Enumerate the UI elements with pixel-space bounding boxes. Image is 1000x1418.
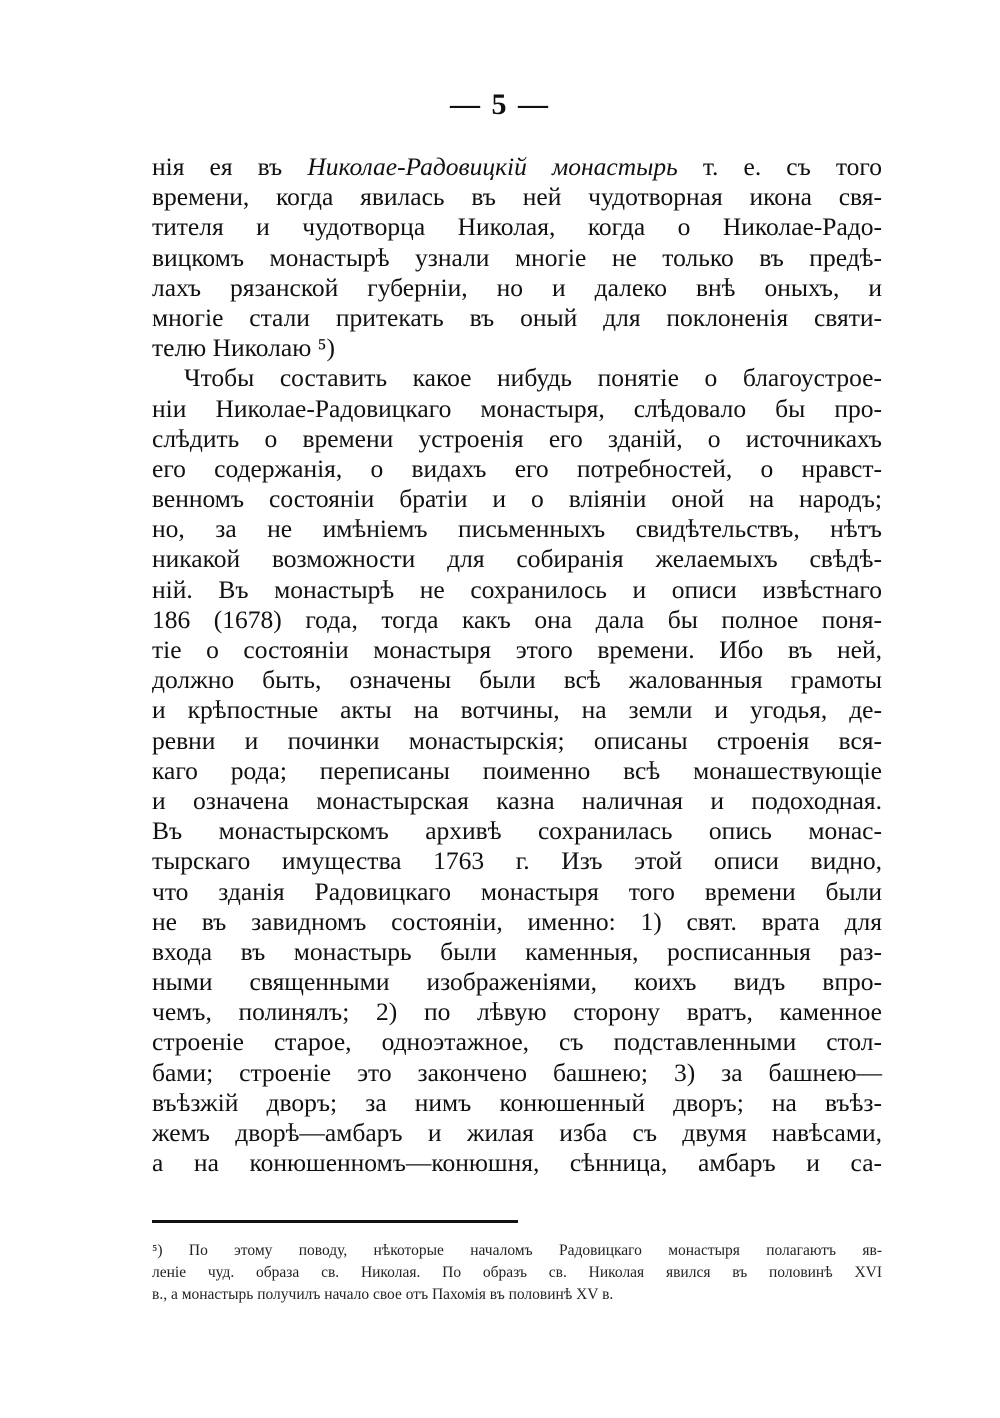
text-fragment: т. е. съ того bbox=[677, 152, 882, 181]
text-line: лахъ рязанской губерніи, но и далеко внѣ оныхъ, и bbox=[152, 272, 882, 302]
text-line: каго рода; переписаны поименно всѣ монашествующіе bbox=[152, 755, 882, 785]
footnote-divider bbox=[152, 1220, 518, 1223]
text-line: ревни и починки монастырскія; описаны строенія вся- bbox=[152, 725, 882, 755]
page-number: — 5 — bbox=[450, 88, 550, 121]
text-line bbox=[152, 152, 882, 182]
footnote bbox=[152, 1240, 882, 1306]
text-line: жемъ дворѣ—амбаръ и жилая изба съ двумя навѣсами, bbox=[152, 1118, 882, 1147]
text-line: ными священными изображеніями, коихъ видъ впро- bbox=[152, 967, 882, 997]
text-line: слѣдить о времени устроенія его зданій, о источникахъ bbox=[152, 423, 882, 453]
text-line: строеніе старое, одноэтажное, съ подставленными стол- bbox=[152, 1027, 882, 1057]
text-line: не въ завидномъ состояніи, именно: 1) свят. врата для bbox=[152, 906, 882, 936]
text-line: тіе о состояніи монастыря этого времени. Ибо въ ней, bbox=[152, 635, 882, 664]
text-line: а на конюшенномъ—конюшня, сѣнница, амбаръ и са- bbox=[152, 1148, 882, 1178]
text-line: Чтобы составить какое нибудь понятіе о благоустрое- bbox=[184, 363, 882, 393]
main-text bbox=[152, 152, 882, 1178]
text-fragment: нія ея въ bbox=[152, 152, 308, 181]
text-line: и означена монастырская казна наличная и подоходная. bbox=[152, 785, 882, 815]
text-line: многіе стали притекать въ оный для поклоненія святи- bbox=[152, 302, 882, 332]
text-line: Въ монастырскомъ архивѣ сохранилась опись монас- bbox=[152, 816, 882, 846]
footnote-line: ⁵) По этому поводу, нѣкоторые началомъ Радовицкаго монастыря полагаютъ яв- bbox=[152, 1242, 882, 1259]
text-line: тителя и чудотворца Николая, когда о Николае-Радо- bbox=[152, 212, 882, 242]
text-line: что зданія Радовицкаго монастыря того времени были bbox=[152, 876, 882, 906]
text-line: тырскаго имущества 1763 г. Изъ этой описи видно, bbox=[152, 846, 882, 876]
text-line: входа въ монастырь были каменныя, росписанныя раз- bbox=[152, 936, 882, 966]
text-line: времени, когда явилась въ ней чудотворная икона свя- bbox=[152, 182, 882, 212]
text-line: ніи Николае-Радовицкаго монастыря, слѣдовало бы про- bbox=[152, 393, 882, 423]
text-line: телю Николаю ⁵) bbox=[152, 333, 336, 363]
text-line: венномъ состояніи братіи и о вліяніи оной на народъ; bbox=[152, 484, 882, 514]
text-line: его содержанія, о видахъ его потребностей, о нравст- bbox=[152, 453, 882, 483]
text-line: никакой возможности для собиранія желаемыхъ свѣдѣ- bbox=[152, 544, 882, 574]
footnote-line: в., а монастырь получилъ начало свое отъ Пахомія въ половинѣ XV в. bbox=[152, 1286, 614, 1303]
text-line: ній. Въ монастырѣ не сохранилось и описи извѣстнаго bbox=[152, 574, 882, 604]
text-line: въѣзжій дворъ; за нимъ конюшенный дворъ; на въѣз- bbox=[152, 1087, 882, 1117]
text-line: но, за не имѣніемъ письменныхъ свидѣтельствъ, нѣтъ bbox=[152, 514, 882, 544]
text-line: бами; строеніе это закончено башнею; 3) за башнею— bbox=[152, 1057, 882, 1087]
monastery-name-italic: Николае-Радовицкій монастырь bbox=[307, 152, 678, 181]
text-line: и крѣпостные акты на вотчины, на земли и угодья, де- bbox=[152, 695, 882, 725]
text-line: должно быть, означены были всѣ жалованныя грамоты bbox=[152, 665, 882, 695]
text-line: вицкомъ монастырѣ узнали многіе не только въ предѣ- bbox=[152, 242, 882, 272]
text-line: чемъ, полинялъ; 2) по лѣвую сторону вратъ, каменное bbox=[152, 997, 882, 1027]
text-line: 186 (1678) года, тогда какъ она дала бы полное поня- bbox=[152, 604, 882, 634]
footnote-line: леніе чуд. образа св. Николая. По образъ св. Николая явился въ половинѣ XVI bbox=[152, 1264, 882, 1281]
